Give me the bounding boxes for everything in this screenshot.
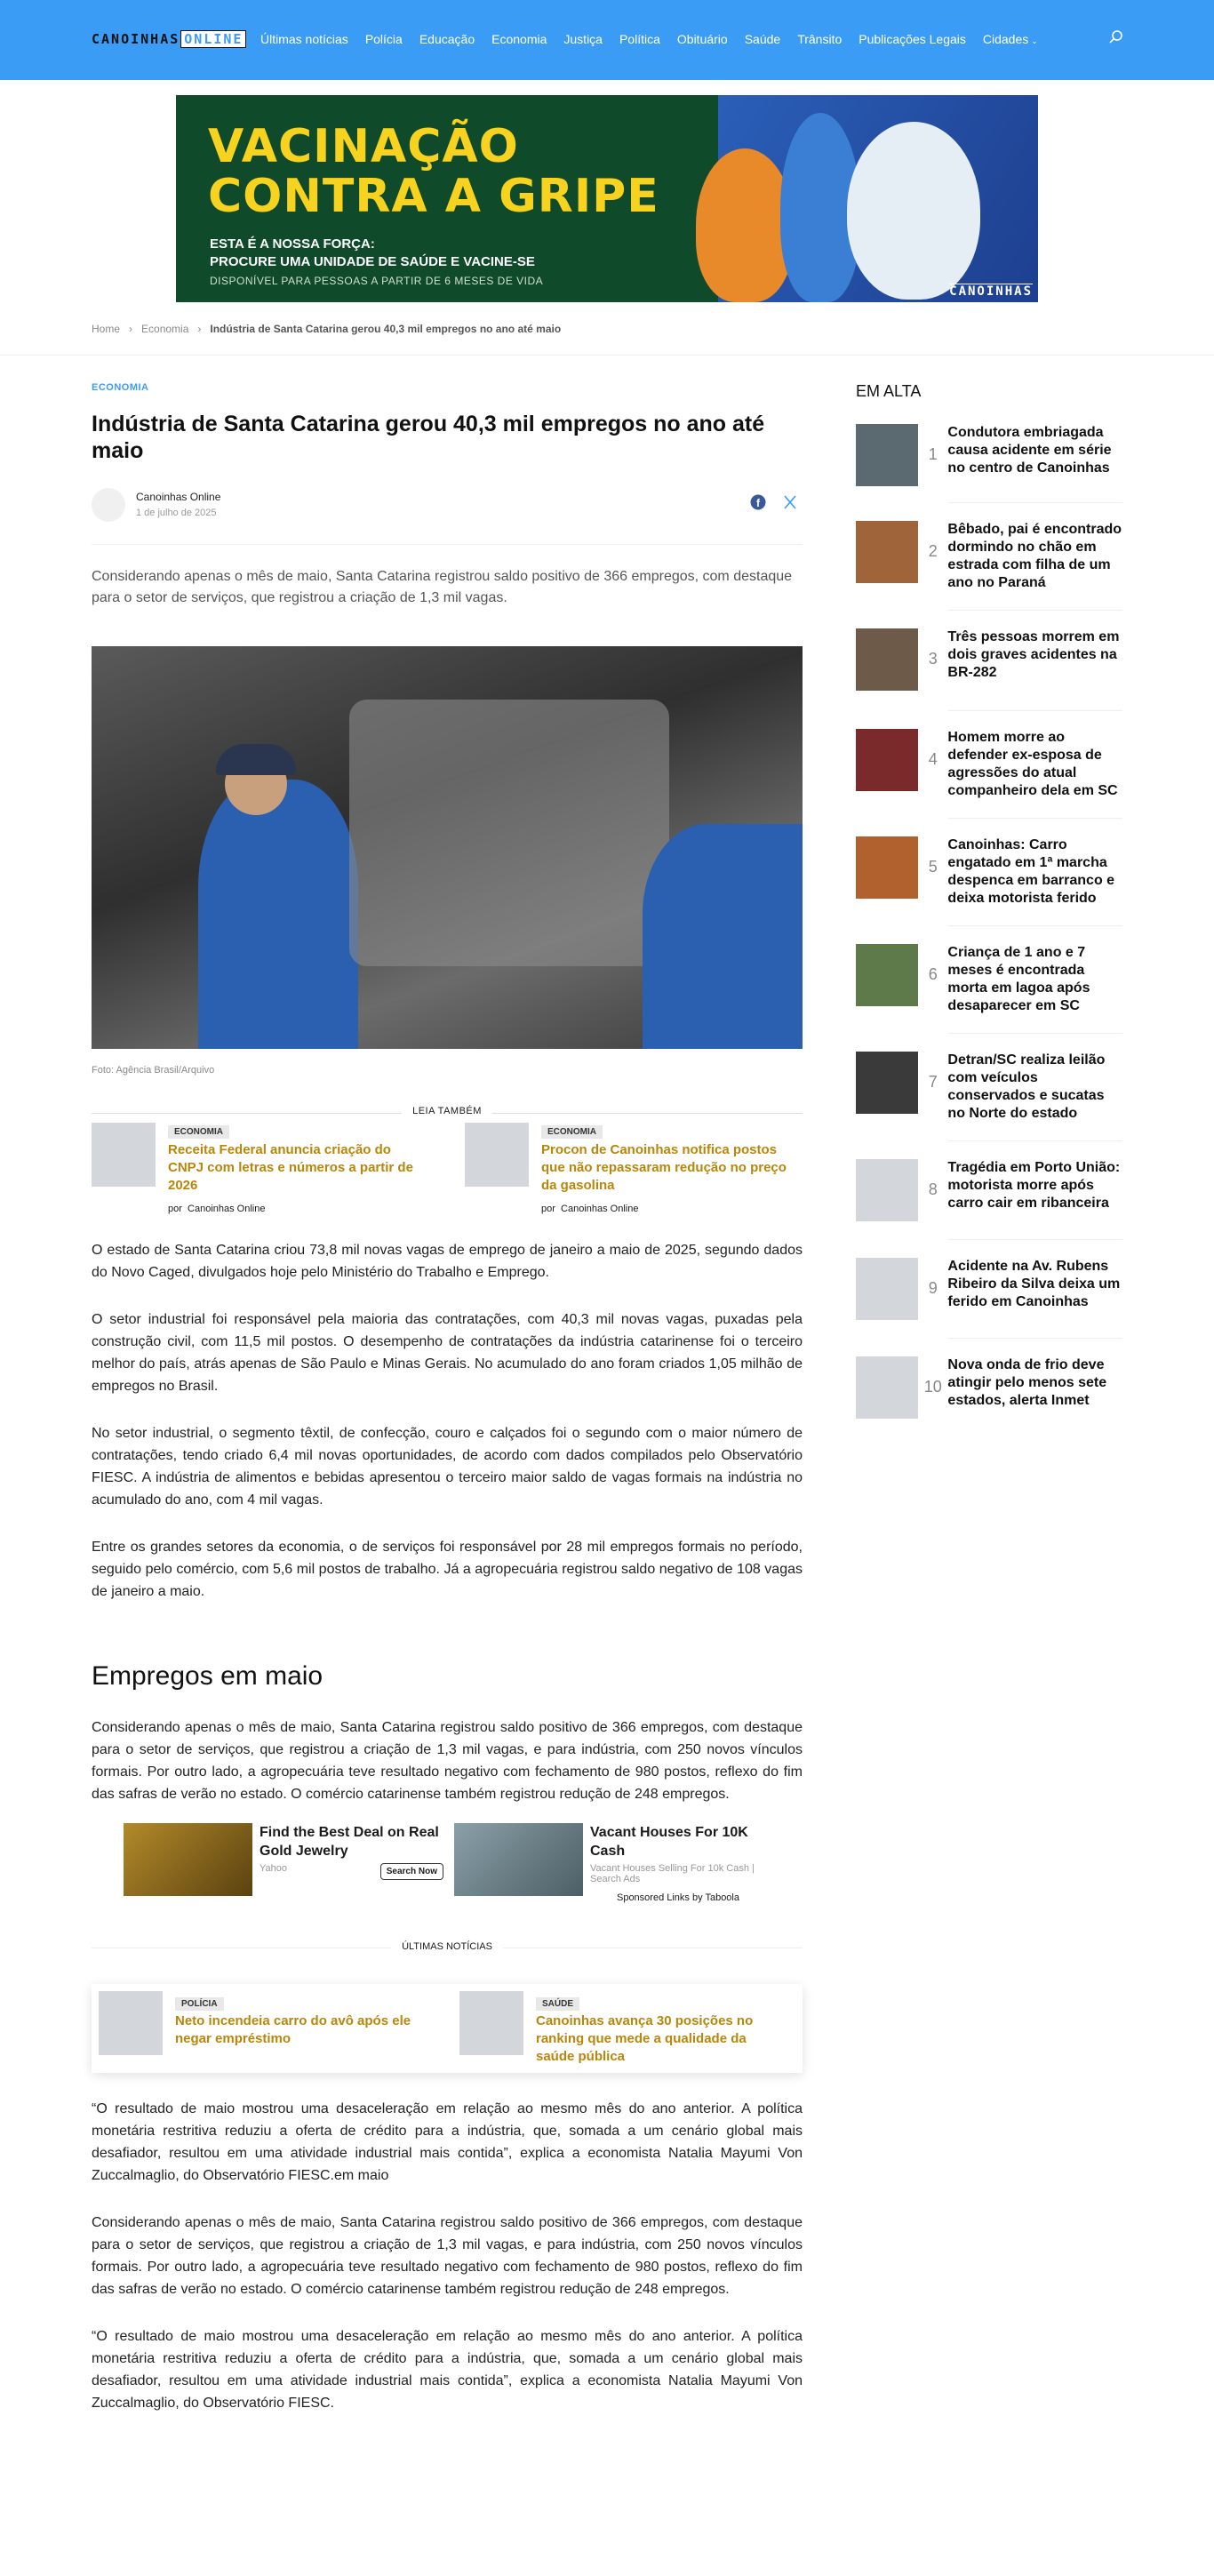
nav-cidades[interactable]: Cidades ⌄ <box>982 32 1038 46</box>
trending-rank: 9 <box>928 1279 938 1297</box>
trending-rank: 4 <box>928 750 938 768</box>
trending-title[interactable]: Acidente na Av. Rubens Ribeiro da Silva deixa um ferido em Canoinhas <box>947 1259 1121 1309</box>
paragraph: O setor industrial foi responsável pela maioria das contratações, com 40,3 mil novas vagas, puxadas pela construção civil, com 11,5 mil postos. O desempenho de contratações da indústria catarinense foi o terceiro melhor do país, atrás apenas de São Paulo e Minas Gerais. No acumulado do ano foram criados 1,05 milhão de empregos no Brasil. <box>92 1312 803 1394</box>
sidebar-title: EM ALTA <box>856 382 922 400</box>
article-body-continued <box>92 2098 803 2414</box>
category-tag[interactable]: POLÍCIA <box>175 1997 224 2011</box>
latest-title[interactable]: Neto incendeia carro do avô após ele negar empréstimo <box>175 2013 411 2046</box>
nav-transito[interactable]: Trânsito <box>797 32 843 46</box>
paragraph: “O resultado de maio mostrou uma desaceleração em relação ao mesmo mês do ano anterior. A política monetária restritiva reduziu a oferta de crédito para a indústria, que, somada a um cenário global mais desafiador, resultou em uma atividade industrial mais contida”, explica a economista Natalia Mayumi Von Zuccalmaglio, do Observatório FIESC. <box>92 2329 803 2411</box>
ad-title: VACINAÇÃO CONTRA A GRIPE <box>208 120 659 223</box>
trending-item[interactable] <box>856 503 1122 610</box>
trending-thumbnail <box>856 944 918 1006</box>
related-author[interactable]: Canoinhas Online <box>188 1204 266 1214</box>
nav-economia[interactable]: Economia <box>491 32 547 46</box>
related-author[interactable]: Canoinhas Online <box>561 1204 639 1214</box>
trending-title[interactable]: Detran/SC realiza leilão com veículos conservados e sucatas no Norte do estado <box>947 1052 1106 1121</box>
trending-item[interactable] <box>856 1339 1122 1428</box>
trending-thumbnail <box>856 1052 918 1114</box>
article-title: Indústria de Santa Catarina gerou 40,3 mil empregos no ano até maio <box>92 412 765 463</box>
trending-item[interactable] <box>856 819 1122 925</box>
trending-rank: 6 <box>928 965 938 983</box>
latest-item[interactable] <box>99 1991 427 2066</box>
related-label: LEIA TAMBÉM <box>402 1106 492 1116</box>
trending-item[interactable] <box>856 424 1122 502</box>
share-buttons <box>750 494 798 515</box>
breadcrumb <box>92 323 561 335</box>
trending-sidebar <box>856 382 1122 1428</box>
trending-rank: 7 <box>928 1073 938 1091</box>
sponsored-source: Vacant Houses Selling For 10k Cash | Search Ads <box>590 1863 755 1884</box>
article-body <box>92 1239 803 1805</box>
chevron-right-icon: › <box>197 323 202 335</box>
trending-rank: 1 <box>928 445 938 463</box>
paragraph: O estado de Santa Catarina criou 73,8 mil novas vagas de emprego de janeiro a maio de 2025, segundo dados do Novo Caged, divulgados hoje pelo Ministério do Trabalho e Emprego. <box>92 1243 803 1280</box>
ad-brand: CANOINHAS <box>949 284 1033 299</box>
sponsored-image <box>454 1823 583 1896</box>
trending-title[interactable]: Canoinhas: Carro engatado em 1ª marcha despenca em barranco e deixa motorista ferido <box>947 837 1115 906</box>
trending-item[interactable] <box>856 926 1122 1033</box>
trending-list <box>856 424 1122 1428</box>
trending-rank: 5 <box>928 858 938 876</box>
sponsored-item[interactable] <box>454 1823 774 1896</box>
article-lead: Considerando apenas o mês de maio, Santa Catarina registrou saldo positivo de 366 empregos, com destaque para o setor de serviços, que registrou a criação de 1,3 mil vagas. <box>92 569 793 605</box>
chevron-right-icon: › <box>129 323 133 335</box>
trending-rank: 10 <box>923 1378 942 1396</box>
paragraph: “O resultado de maio mostrou uma desaceleração em relação ao mesmo mês do ano anterior. A política monetária restritiva reduziu a oferta de crédito para a indústria, que, somada a um cenário global mais desafiador, resultou em uma atividade industrial mais contida”, explica a economista Natalia Mayumi Von Zuccalmaglio, do Observatório FIESC.em maio <box>92 2101 803 2183</box>
trending-item[interactable] <box>856 1141 1122 1239</box>
article-category[interactable]: ECONOMIA <box>92 382 149 393</box>
trending-item[interactable] <box>856 711 1122 818</box>
trending-rank: 3 <box>928 650 938 668</box>
latest-item[interactable] <box>459 1991 788 2066</box>
trending-item[interactable] <box>856 1240 1122 1338</box>
sponsored-links <box>124 1823 772 1903</box>
author-block <box>92 487 803 523</box>
latest-label: ÚLTIMAS NOTÍCIAS <box>391 1941 503 1952</box>
breadcrumb-home[interactable]: Home <box>92 323 121 335</box>
ad-mascot-image <box>847 122 980 300</box>
paragraph: Considerando apenas o mês de maio, Santa Catarina registrou saldo positivo de 366 empregos, com destaque para o setor de serviços, que registrou a criação de 1,3 mil vagas, e para indústria, com 250 novos vínculos formais. Por outro lado, a agropecuária teve resultado negativo com fechamento de 980 postos, reflexo do fim das safras de verão no estado. O comércio catarinense também registrou redução de 248 empregos. <box>92 1720 803 1802</box>
trending-item[interactable] <box>856 1034 1122 1140</box>
author-name[interactable]: Canoinhas Online <box>136 491 221 503</box>
trending-title[interactable]: Nova onda de frio deve atingir pelo menos sete estados, alerta Inmet <box>947 1357 1107 1408</box>
divider <box>92 544 803 545</box>
related-thumbnail <box>465 1123 529 1187</box>
trending-title[interactable]: Criança de 1 ano e 7 meses é encontrada morta em lagoa após desaparecer em SC <box>947 945 1090 1013</box>
trending-thumbnail <box>856 1159 918 1221</box>
svg-text:f: f <box>756 497 760 509</box>
trending-title[interactable]: Tragédia em Porto União: motorista morre após carro cair em ribanceira <box>947 1160 1121 1211</box>
ad-note: DISPONÍVEL PARA PESSOAS A PARTIR DE 6 MESES DE VIDA <box>210 275 544 287</box>
related-title[interactable]: Receita Federal anuncia criação do CNPJ com letras e números a partir de 2026 <box>168 1142 413 1193</box>
trending-title[interactable]: Condutora embriagada causa acidente em série no centro de Canoinhas <box>947 425 1112 476</box>
site-logo[interactable]: CANOINHAS ONLINE <box>92 30 246 48</box>
facebook-icon[interactable] <box>750 494 766 515</box>
trending-thumbnail <box>856 729 918 791</box>
trending-item[interactable] <box>856 611 1122 710</box>
trending-title[interactable]: Homem morre ao defender ex-esposa de agressões do atual companheiro dela em SC <box>947 730 1118 798</box>
nav-publicacoes[interactable]: Publicações Legais <box>859 32 966 46</box>
paragraph: Considerando apenas o mês de maio, Santa Catarina registrou saldo positivo de 366 empregos, com destaque para o setor de serviços, que registrou a criação de 1,3 mil vagas, e para indústria, com 250 novos vínculos formais. Por outro lado, a agropecuária teve resultado negativo com fechamento de 980 postos, reflexo do fim das safras de verão no estado. O comércio catarinense também registrou redução de 248 empregos. <box>92 2215 803 2297</box>
paragraph: Entre os grandes setores da economia, o de serviços foi responsável por 28 mil empregos formais no período, seguido pelo comércio, com 5,6 mil postos de trabalho. Já a agropecuária registrou saldo negativo de 108 vagas de janeiro a maio. <box>92 1540 803 1599</box>
trending-thumbnail <box>856 1258 918 1320</box>
nav-saude[interactable]: Saúde <box>744 32 781 46</box>
section-heading: Empregos em maio <box>92 1661 323 1691</box>
latest-thumbnail <box>99 1991 163 2055</box>
trending-thumbnail <box>856 1356 918 1419</box>
sponsored-image <box>124 1823 252 1896</box>
trending-thumbnail <box>856 628 918 691</box>
related-item[interactable]: ECONOMIA Receita Federal anuncia criação do CNPJ com letras e números a partir de 2026 por Canoinhas Online <box>92 1123 429 1214</box>
related-title[interactable]: Procon de Canoinhas notifica postos que não repassaram redução no preço da gasolina <box>541 1142 787 1193</box>
chevron-down-icon: ⌄ <box>1031 36 1038 45</box>
nav-justica[interactable]: Justiça <box>563 32 603 46</box>
trending-title[interactable]: Bêbado, pai é encontrado dormindo no chão em estrada com filha de um ano no Paraná <box>947 522 1122 590</box>
main-nav <box>260 32 1038 46</box>
divider <box>0 355 1214 356</box>
photo-caption: Foto: Agência Brasil/Arquivo <box>92 1065 215 1076</box>
search-icon[interactable] <box>1108 29 1124 50</box>
sponsored-title[interactable]: Vacant Houses For 10K Cash <box>590 1825 748 1859</box>
latest-news <box>92 1984 803 2073</box>
breadcrumb-section[interactable]: Economia <box>141 323 189 335</box>
trending-thumbnail <box>856 836 918 899</box>
trending-thumbnail <box>856 424 918 486</box>
search-now-button[interactable]: Search Now <box>380 1863 443 1880</box>
article-photo <box>92 646 803 1049</box>
nav-politica[interactable]: Política <box>619 32 660 46</box>
x-twitter-icon[interactable] <box>782 494 798 515</box>
trending-title[interactable]: Três pessoas morrem em dois graves acidentes na BR-282 <box>947 629 1120 680</box>
ad-person-image <box>696 148 794 302</box>
taboola-label[interactable]: Sponsored Links by Taboola <box>616 1892 739 1903</box>
paragraph: No setor industrial, o segmento têxtil, de confecção, couro e calçados foi o segundo com o maior número de contratações, tendo criado 6,4 mil novas oportunidades, de acordo com dados compilados pelo Observatório FIESC. A indústria de alimentos e bebidas apresentou o terceiro maior saldo de vagas formais na indústria no acumulado do ano, com 4 mil vagas. <box>92 1426 803 1508</box>
sponsored-title[interactable]: Find the Best Deal on Real Gold Jewelry <box>260 1825 439 1859</box>
nav-ultimas[interactable]: Últimas notícias <box>260 32 348 46</box>
sponsored-item[interactable] <box>124 1823 443 1896</box>
related-item[interactable]: ECONOMIA Procon de Canoinhas notifica postos que não repassaram redução no preço da gasolina por Canoinhas Online <box>465 1123 803 1214</box>
category-tag[interactable]: SAÚDE <box>536 1997 579 2011</box>
latest-title[interactable]: Canoinhas avança 30 posições no ranking que mede a qualidade da saúde pública <box>536 2013 754 2064</box>
site-header <box>0 0 1214 80</box>
related-thumbnail <box>92 1123 156 1187</box>
latest-thumbnail <box>459 1991 523 2055</box>
article <box>92 382 803 2414</box>
avatar <box>92 488 125 522</box>
nav-obituario[interactable]: Obituário <box>676 32 728 46</box>
trending-rank: 8 <box>928 1180 938 1198</box>
trending-thumbnail <box>856 521 918 583</box>
breadcrumb-current: Indústria de Santa Catarina gerou 40,3 mil empregos no ano até maio <box>210 323 562 335</box>
nav-policia[interactable]: Polícia <box>364 32 403 46</box>
category-tag[interactable]: ECONOMIA <box>168 1125 229 1139</box>
category-tag[interactable]: ECONOMIA <box>541 1125 603 1139</box>
trending-rank: 2 <box>928 542 938 560</box>
nav-educacao[interactable]: Educação <box>419 32 475 46</box>
article-date: 1 de julho de 2025 <box>136 508 217 518</box>
related-articles <box>92 1106 803 1214</box>
ad-subtitle: ESTA É A NOSSA FORÇA: PROCURE UMA UNIDADE DE SAÚDE E VACINE-SE <box>210 236 535 269</box>
sponsored-source: Yahoo <box>260 1863 287 1874</box>
vaccination-ad-banner[interactable] <box>176 95 1038 302</box>
